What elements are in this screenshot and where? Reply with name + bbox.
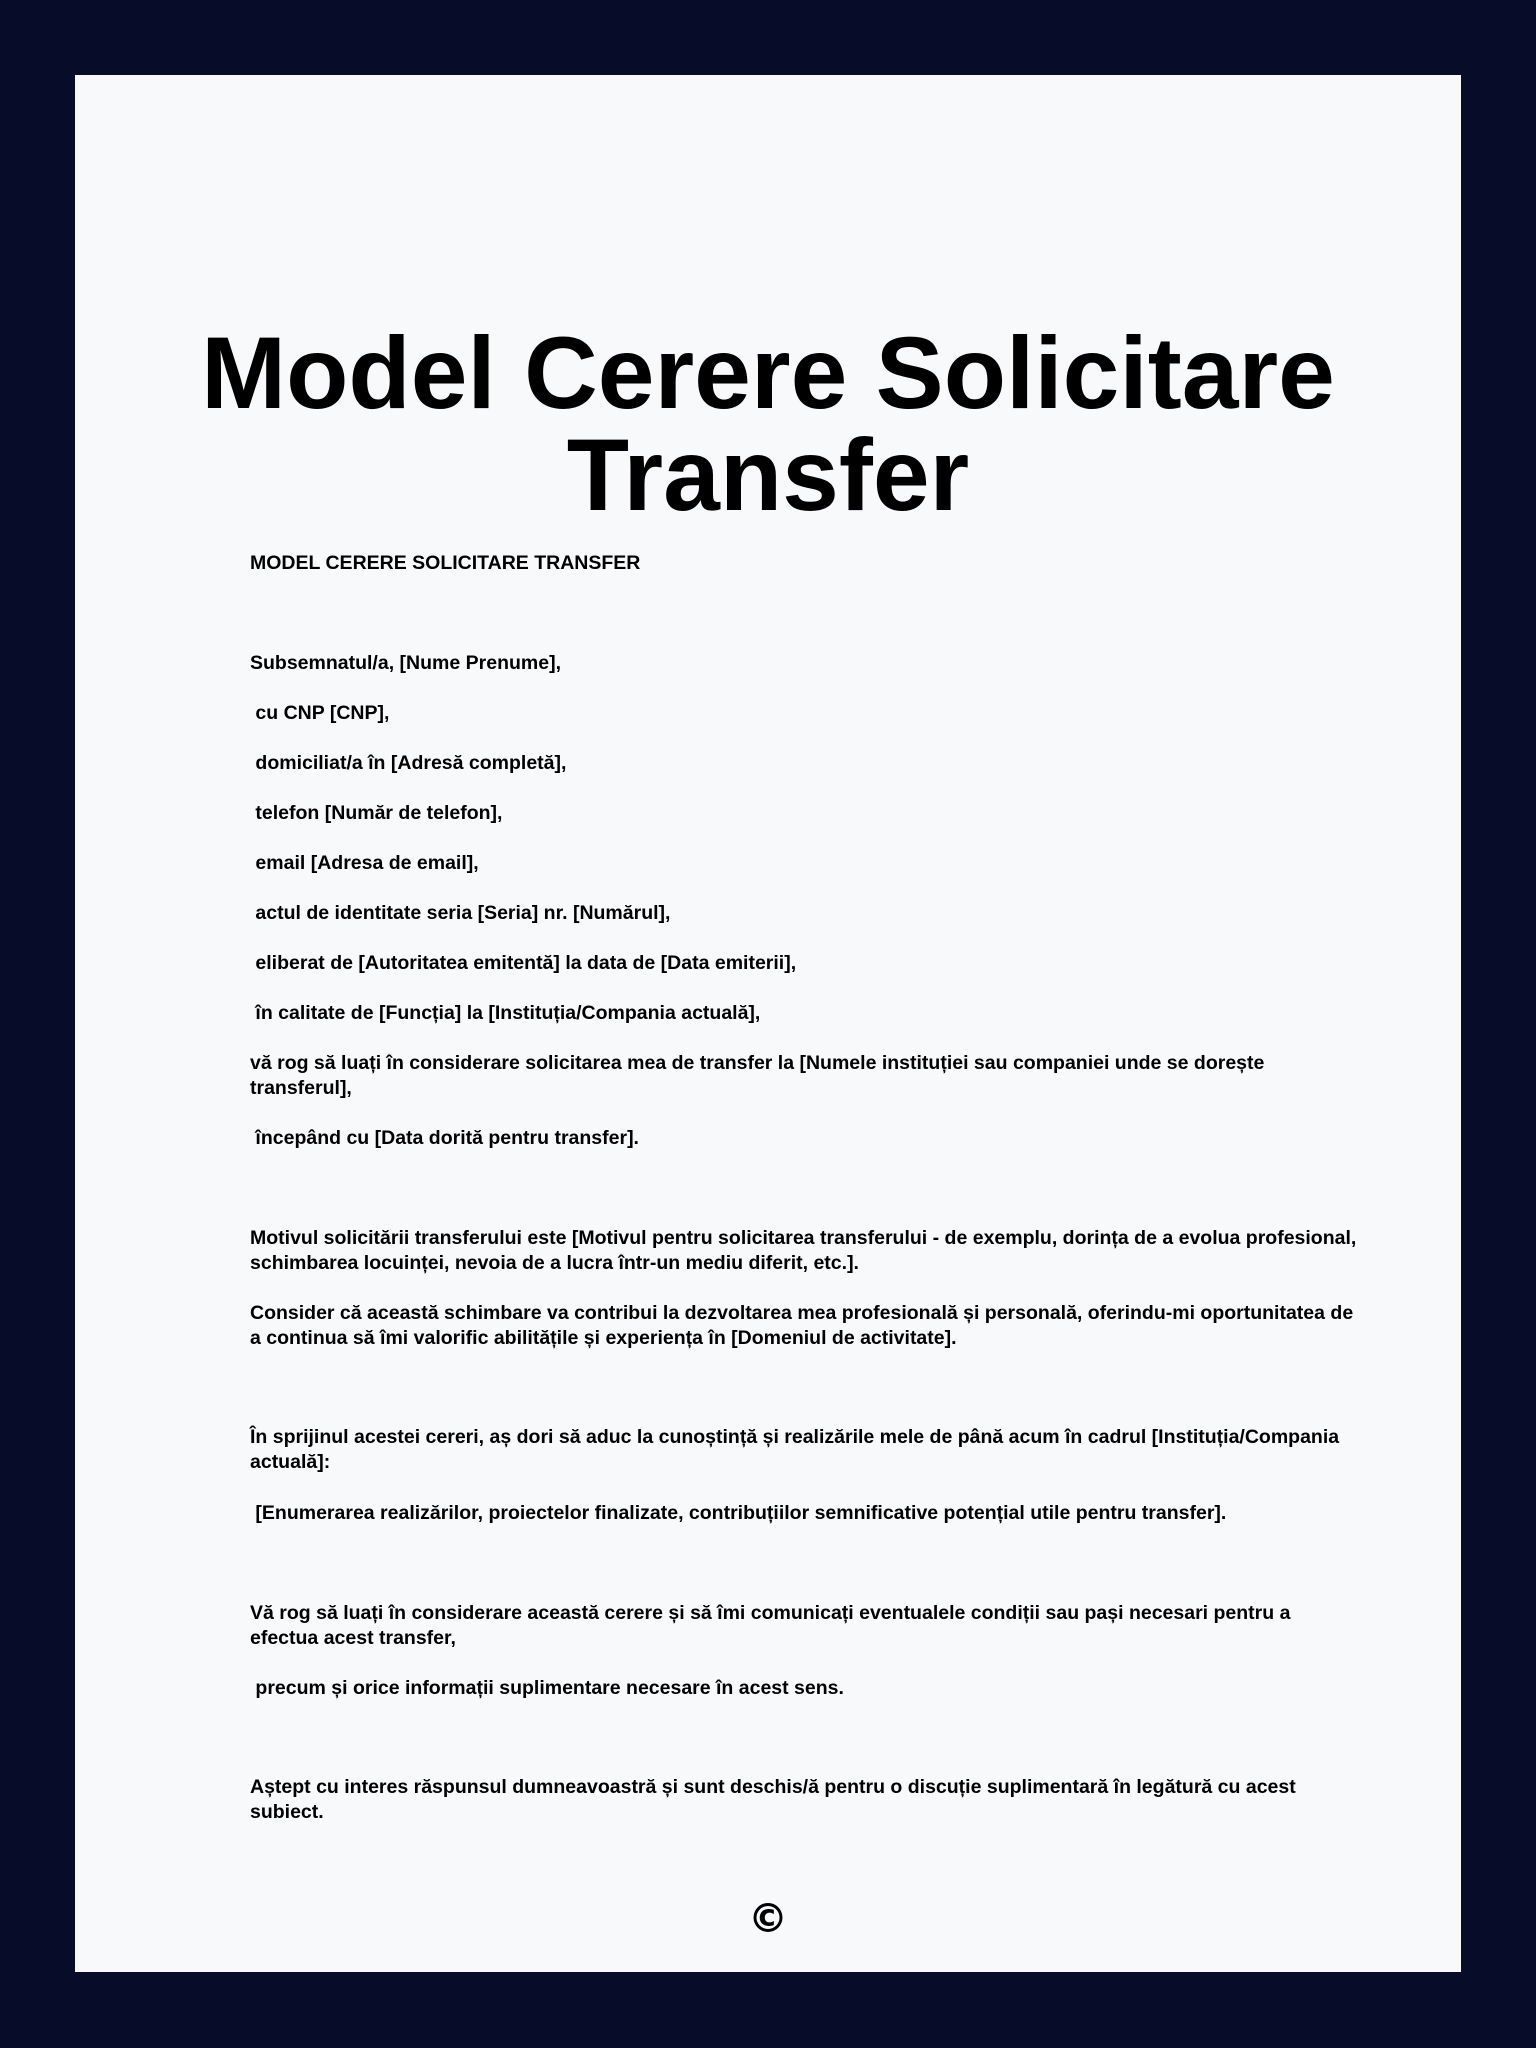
paragraph: actul de identitate seria [Seria] nr. [Numărul], — [250, 902, 671, 924]
paragraph: începând cu [Data dorită pentru transfer]. — [250, 1127, 639, 1149]
paragraph: vă rog să luați în considerare solicitarea mea de transfer la [Numele instituției sau companiei unde se dorește transferul], — [250, 1052, 1270, 1099]
paragraph: [Enumerarea realizărilor, proiectelor finalizate, contribuțiilor semnificative potențial utile pentru transfer]. — [250, 1502, 1227, 1524]
document-title: Model Cerere Solicitare Transfer — [201, 316, 1335, 532]
copyright-symbol: © — [748, 1896, 788, 1942]
paragraph: telefon [Număr de telefon], — [250, 802, 503, 824]
paragraph: Consider că această schimbare va contribui la dezvoltarea mea profesională și personală, oferindu-mi oportunitatea de a continua să îmi valorific abilitățile și experiența în [Domeniul de activitate]. — [250, 1302, 1359, 1349]
paragraph: cu CNP [CNP], — [250, 702, 390, 724]
paragraph: Subsemnatul/a, [Nume Prenume], — [250, 652, 561, 674]
paragraph: domiciliat/a în [Adresă completă], — [250, 752, 567, 774]
paragraph: Vă rog să luați în considerare această cerere și să îmi comunicați eventualele condiții sau pași necesari pentru a efectua acest transfer, — [250, 1602, 1296, 1649]
paragraph: Motivul solicitării transferului este [Motivul pentru solicitarea transferului - de exemplu, dorința de a evolua profesional, schimbarea locuinței, nevoia de a lucra într-un mediu diferit, etc.]. — [250, 1227, 1362, 1274]
paragraph: în calitate de [Funcția] la [Instituția/Compania actuală], — [250, 1002, 761, 1024]
paragraph: Aștept cu interes răspunsul dumneavoastră și sunt deschis/ă pentru o discuție suplimentară în legătură cu acest subiect. — [250, 1776, 1302, 1823]
paragraph: email [Adresa de email], — [250, 852, 479, 874]
document-heading: MODEL CERERE SOLICITARE TRANSFER — [250, 552, 641, 574]
paragraph: precum și orice informații suplimentare necesare în acest sens. — [250, 1677, 844, 1699]
paragraph: În sprijinul acestei cereri, aș dori să aduc la cunoștință și realizările mele de până acum în cadrul [Instituția/Compania actuală]: — [250, 1426, 1345, 1473]
paragraph: eliberat de [Autoritatea emitentă] la data de [Data emiterii], — [250, 952, 797, 974]
document-page — [75, 75, 1461, 1972]
